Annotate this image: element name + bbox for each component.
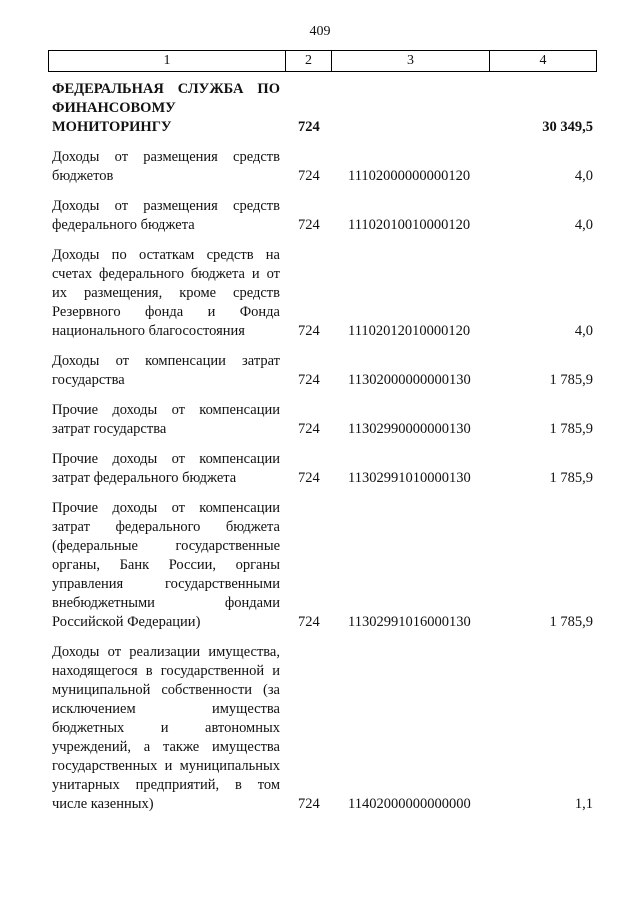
header-col-1: 1	[49, 51, 286, 71]
table-row	[52, 450, 597, 488]
row-sum: 1 785,9	[549, 470, 593, 486]
row-description: Прочие доходы от компенсации затрат федерального бюджета (федеральные государственные органы, Банк России, органы управления государственными внебюджетными фондами Российской Федерации)	[52, 500, 280, 630]
row-sum: 4,0	[574, 168, 593, 184]
row-description: ФЕДЕРАЛЬНАЯ СЛУЖБА ПО ФИНАНСОВОМУ МОНИТОРИНГУ	[52, 81, 280, 135]
row-description: Прочие доходы от компенсации затрат федерального бюджета	[52, 451, 280, 486]
row-admin-code: 724	[298, 323, 320, 339]
row-sum: 1 785,9	[549, 372, 593, 388]
row-admin-code: 724	[298, 796, 320, 812]
row-admin-code: 724	[298, 372, 320, 388]
row-admin-code: 724	[298, 421, 320, 437]
row-sum: 4,0	[574, 323, 593, 339]
row-sum: 1 785,9	[549, 614, 593, 630]
row-kbk-code: 11302991010000130	[348, 470, 471, 486]
row-description: Доходы от реализации имущества, находящегося в государственной и муниципальной собственности (за исключением имущества бюджетных и автономных учреждений, а также имущества государственных и муниципальных унитарных предприятий, в том числе казенных)	[52, 644, 280, 812]
row-kbk-code: 11302000000000130	[348, 372, 471, 388]
row-admin-code: 724	[298, 614, 320, 630]
table-body	[52, 80, 597, 825]
row-sum: 30 349,5	[542, 119, 593, 135]
header-col-2: 2	[286, 51, 332, 71]
row-description: Доходы от размещения средств федерального бюджета	[52, 198, 280, 233]
row-kbk-code: 11102000000000120	[348, 168, 471, 184]
row-kbk-code: 11402000000000000	[348, 796, 471, 812]
table-row	[52, 499, 597, 632]
table-row	[52, 197, 597, 235]
table-row	[52, 401, 597, 439]
row-kbk-code: 11302991016000130	[348, 614, 471, 630]
table-row	[52, 246, 597, 341]
row-description: Прочие доходы от компенсации затрат государства	[52, 402, 280, 437]
row-kbk-code: 11102012010000120	[348, 323, 471, 339]
table-header	[48, 50, 597, 72]
row-admin-code: 724	[298, 217, 320, 233]
row-sum: 1 785,9	[549, 421, 593, 437]
row-sum: 4,0	[574, 217, 593, 233]
row-description: Доходы от размещения средств бюджетов	[52, 149, 280, 184]
table-row	[52, 148, 597, 186]
row-admin-code: 724	[298, 470, 320, 486]
row-admin-code: 724	[298, 119, 320, 135]
row-kbk-code: 11102010010000120	[348, 217, 471, 233]
table-row	[52, 643, 597, 814]
row-kbk-code: 11302990000000130	[348, 421, 471, 437]
row-admin-code: 724	[298, 168, 320, 184]
row-sum: 1,1	[574, 796, 593, 812]
table-row	[52, 80, 597, 137]
row-description: Доходы по остаткам средств на счетах федерального бюджета и от их размещения, кроме средств Резервного фонда и Фонда национального благосостояния	[52, 247, 280, 339]
table-row	[52, 352, 597, 390]
row-description: Доходы от компенсации затрат государства	[52, 353, 280, 388]
header-col-4: 4	[539, 53, 547, 68]
page-number: 409	[309, 24, 331, 39]
header-col-3: 3	[332, 51, 490, 71]
